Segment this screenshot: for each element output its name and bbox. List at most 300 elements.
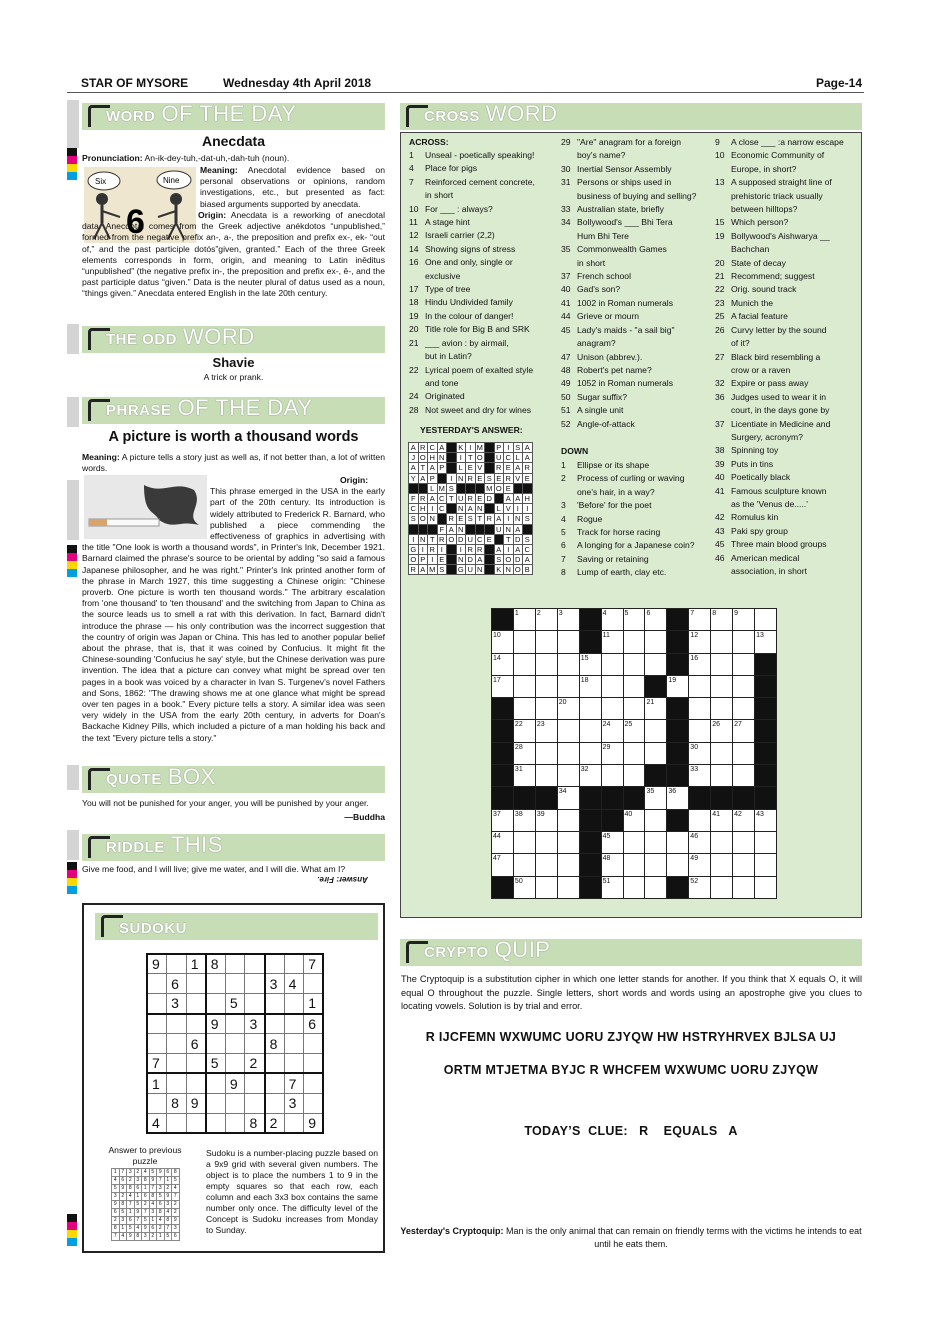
crossword-cell[interactable]	[711, 765, 733, 787]
crossword-cell[interactable]	[733, 675, 755, 697]
sudoku-cell[interactable]: 2	[245, 1053, 265, 1073]
crossword-cell[interactable]	[755, 831, 777, 853]
crossword-cell	[667, 876, 689, 898]
sudoku-cell[interactable]	[147, 1034, 167, 1054]
crossword-cell[interactable]	[623, 742, 645, 764]
solution-cell: 9	[127, 1233, 135, 1241]
sudoku-cell[interactable]	[225, 1034, 245, 1054]
crossword-cell[interactable]: 8	[711, 609, 733, 631]
crossword-cell[interactable]	[667, 831, 689, 853]
solution-cell: 7	[142, 1209, 150, 1217]
crossword-cell[interactable]: 18	[579, 675, 601, 697]
clue-item: 40 Poetically black	[715, 472, 791, 483]
solution-cell: 1	[149, 1217, 157, 1225]
crossword-cell[interactable]: 2	[535, 609, 557, 631]
crossword-cell[interactable]: 46	[689, 831, 711, 853]
crossword-cell[interactable]: 39	[535, 809, 557, 831]
crossword-cell[interactable]	[711, 876, 733, 898]
crossword-cell[interactable]	[755, 876, 777, 898]
crossword-cell[interactable]: 48	[601, 854, 623, 876]
crossword-cell[interactable]	[513, 675, 535, 697]
riddle-banner: RIDDLE THIS	[82, 834, 385, 861]
crossword-cell[interactable]: 15	[579, 653, 601, 675]
solution-cell: 7	[112, 1233, 120, 1241]
crossword-cell[interactable]: 44	[492, 831, 514, 853]
crossword-cell[interactable]	[579, 698, 601, 720]
sudoku-cell[interactable]: 1	[304, 994, 324, 1014]
crossword-cell[interactable]: 27	[733, 720, 755, 742]
answer-cell: O	[476, 453, 483, 463]
sudoku-cell[interactable]: 3	[284, 1093, 304, 1113]
crossword-cell[interactable]	[601, 698, 623, 720]
sudoku-cell[interactable]: 7	[284, 1073, 304, 1093]
previous-solution-grid	[111, 1168, 180, 1241]
crossword-cell[interactable]: 29	[601, 742, 623, 764]
clue-item: 28 Not sweet and dry for wines	[409, 404, 532, 415]
crossword-cell[interactable]: 47	[492, 854, 514, 876]
crossword-cell	[667, 609, 689, 631]
solution-cell: 6	[164, 1169, 172, 1177]
sudoku-cell[interactable]	[206, 1034, 226, 1054]
answer-cell	[485, 524, 495, 534]
crossword-cell[interactable]: 28	[513, 742, 535, 764]
crossword-cell[interactable]: 9	[733, 609, 755, 631]
crossword-cell	[579, 787, 601, 809]
sudoku-cell[interactable]	[206, 1073, 226, 1093]
sudoku-cell[interactable]	[284, 1034, 304, 1054]
crossword-cell	[492, 876, 514, 898]
sudoku-cell[interactable]: 9	[186, 1093, 206, 1113]
answer-cell	[437, 473, 447, 483]
clue-item: boy's name?	[577, 150, 626, 161]
crossword-cell[interactable]	[535, 765, 557, 787]
crossword-cell[interactable]: 45	[601, 831, 623, 853]
crossword-cell[interactable]	[645, 720, 667, 742]
clue-item: 16 One and only, single or	[409, 257, 513, 268]
crossword-cell[interactable]	[733, 631, 755, 653]
clue-item: and tone	[425, 377, 459, 388]
answer-cell: D	[456, 534, 466, 544]
sudoku-cell[interactable]: 1	[147, 1073, 167, 1093]
crossword-cell[interactable]: 33	[689, 765, 711, 787]
crossword-cell	[492, 742, 514, 764]
sudoku-cell[interactable]	[225, 1113, 245, 1133]
sudoku-cell[interactable]: 4	[284, 974, 304, 994]
sudoku-cell[interactable]	[265, 1053, 285, 1073]
crossword-cell[interactable]	[623, 675, 645, 697]
answer-cell: V	[504, 504, 514, 514]
sudoku-cell[interactable]: 5	[206, 1053, 226, 1073]
crossword-cell[interactable]: 38	[513, 809, 535, 831]
answer-cell: I	[466, 443, 476, 453]
crossword-cell[interactable]	[557, 742, 579, 764]
crossword-cell[interactable]: 11	[601, 631, 623, 653]
crossword-cell[interactable]: 1	[513, 609, 535, 631]
solution-cell: 3	[134, 1177, 142, 1185]
crossword-cell[interactable]	[733, 653, 755, 675]
crossword-cell[interactable]	[711, 698, 733, 720]
sudoku-cell[interactable]	[167, 1034, 187, 1054]
answer-cell: S	[513, 443, 523, 453]
sudoku-cell[interactable]	[245, 1093, 265, 1113]
sudoku-cell[interactable]	[167, 1053, 187, 1073]
sudoku-cell[interactable]: 4	[147, 1113, 167, 1133]
crossword-cell[interactable]: 23	[535, 720, 557, 742]
crossword-cell[interactable]	[513, 631, 535, 653]
solution-cell: 5	[149, 1169, 157, 1177]
answer-cell: A	[513, 544, 523, 554]
sudoku-cell[interactable]: 3	[245, 1014, 265, 1034]
crossword-cell[interactable]	[579, 720, 601, 742]
crossword-cell[interactable]: 31	[513, 765, 535, 787]
crossword-cell[interactable]	[601, 765, 623, 787]
crossword-cell[interactable]	[623, 876, 645, 898]
solution-cell: 6	[172, 1233, 180, 1241]
crossword-cell[interactable]	[535, 854, 557, 876]
sudoku-cell[interactable]	[186, 1053, 206, 1073]
answer-cell	[485, 443, 495, 453]
clue-item: 19 Bollywood's Aishwarya __	[715, 230, 830, 241]
crossword-cell[interactable]: 12	[689, 631, 711, 653]
yesterday-answer-grid	[408, 442, 533, 575]
crossword-cell[interactable]	[733, 742, 755, 764]
sudoku-cell[interactable]	[284, 1014, 304, 1034]
crossword-cell[interactable]	[645, 631, 667, 653]
crossword-cell[interactable]: 37	[492, 809, 514, 831]
sudoku-cell[interactable]: 6	[186, 1034, 206, 1054]
clue-item: as the 'Venus de.....'	[731, 498, 808, 509]
crossword-cell[interactable]	[557, 809, 579, 831]
sudoku-cell[interactable]	[245, 994, 265, 1014]
answer-cell: R	[523, 463, 533, 473]
answer-cell: R	[409, 565, 419, 575]
clue-item: 52 Angle-of-attack	[561, 418, 635, 429]
crossword-cell[interactable]: 10	[492, 631, 514, 653]
crossword-cell[interactable]: 7	[689, 609, 711, 631]
crossword-cell[interactable]	[623, 698, 645, 720]
crossword-cell[interactable]: 42	[733, 809, 755, 831]
crossword-cell	[645, 765, 667, 787]
crossword-cell[interactable]	[689, 809, 711, 831]
crossword-cell[interactable]	[623, 831, 645, 853]
crossword-cell[interactable]	[513, 854, 535, 876]
sudoku-cell[interactable]: 6	[167, 974, 187, 994]
crossword-cell[interactable]	[645, 653, 667, 675]
crossword-cell[interactable]	[579, 742, 601, 764]
sudoku-cell[interactable]	[186, 994, 206, 1014]
crossword-cell[interactable]	[711, 631, 733, 653]
sudoku-cell[interactable]	[167, 1014, 187, 1034]
sudoku-cell[interactable]	[186, 1113, 206, 1133]
sudoku-cell[interactable]	[245, 974, 265, 994]
crossword-cell[interactable]: 25	[623, 720, 645, 742]
crossword-cell[interactable]: 35	[645, 787, 667, 809]
crossword-cell[interactable]: 43	[755, 809, 777, 831]
answer-cell: I	[504, 514, 514, 524]
crossword-cell[interactable]	[623, 854, 645, 876]
crossword-cell[interactable]	[557, 854, 579, 876]
sudoku-cell[interactable]	[265, 1093, 285, 1113]
crossword-cell[interactable]	[513, 831, 535, 853]
sudoku-cell[interactable]	[167, 954, 187, 974]
sudoku-cell[interactable]	[147, 994, 167, 1014]
sudoku-cell[interactable]	[167, 1073, 187, 1093]
cryptoquip-banner: CRYPTO QUIP	[400, 939, 862, 966]
crossword-cell[interactable]	[557, 631, 579, 653]
crossword-grid[interactable]	[491, 608, 777, 899]
crossword-cell	[755, 765, 777, 787]
crossword-cell[interactable]: 51	[601, 876, 623, 898]
sudoku-cell[interactable]: 3	[265, 974, 285, 994]
sudoku-cell[interactable]	[245, 1034, 265, 1054]
solution-cell: 7	[127, 1201, 135, 1209]
crossword-cell[interactable]	[689, 720, 711, 742]
crossword-cell[interactable]: 3	[557, 609, 579, 631]
answer-cell: E	[485, 534, 495, 544]
sudoku-cell[interactable]	[265, 954, 285, 974]
crossword-cell	[513, 787, 535, 809]
clue-item: 43 Paki spy group	[715, 525, 788, 536]
crossword-cell[interactable]: 36	[667, 787, 689, 809]
crossword-cell[interactable]	[645, 876, 667, 898]
clue-item: 13 A supposed straight line of	[715, 177, 832, 188]
crossword-cell[interactable]	[733, 698, 755, 720]
crossword-cell[interactable]	[557, 831, 579, 853]
crossword-cell[interactable]	[535, 831, 557, 853]
solution-cell: 8	[127, 1185, 135, 1193]
crossword-cell[interactable]	[557, 720, 579, 742]
crossword-cell	[667, 653, 689, 675]
sudoku-cell[interactable]	[284, 1113, 304, 1133]
crossword-cell[interactable]	[623, 653, 645, 675]
crossword-cell[interactable]	[535, 876, 557, 898]
answer-cell: C	[475, 534, 485, 544]
crossword-cell[interactable]: 17	[492, 675, 514, 697]
solution-cell: 9	[142, 1225, 150, 1233]
sudoku-cell[interactable]: 7	[147, 1053, 167, 1073]
crossword-cell[interactable]: 41	[711, 809, 733, 831]
crossword-cell[interactable]	[733, 765, 755, 787]
crossword-cell[interactable]: 16	[689, 653, 711, 675]
sudoku-cell[interactable]: 2	[265, 1113, 285, 1133]
crossword-cell[interactable]	[689, 698, 711, 720]
crossword-cell[interactable]	[557, 653, 579, 675]
sudoku-cell[interactable]: 5	[225, 994, 245, 1014]
crossword-cell[interactable]	[535, 675, 557, 697]
crossword-cell[interactable]	[645, 854, 667, 876]
sudoku-cell[interactable]	[304, 1034, 324, 1054]
sudoku-cell[interactable]: 6	[304, 1014, 324, 1034]
sudoku-cell[interactable]	[147, 974, 167, 994]
answer-cell: D	[466, 555, 476, 565]
crossword-cell[interactable]	[535, 631, 557, 653]
crossword-cell[interactable]: 34	[557, 787, 579, 809]
answer-cell: L	[513, 453, 523, 463]
sudoku-cell[interactable]	[147, 1014, 167, 1034]
sudoku-cell[interactable]: 8	[245, 1113, 265, 1133]
crossword-cell[interactable]	[711, 854, 733, 876]
sudoku-cell[interactable]	[225, 954, 245, 974]
solution-cell: 4	[134, 1225, 142, 1233]
solution-cell: 5	[127, 1225, 135, 1233]
crossword-cell[interactable]	[733, 854, 755, 876]
sudoku-cell[interactable]	[206, 974, 226, 994]
answer-cell: R	[466, 493, 476, 503]
solution-cell: 8	[112, 1225, 120, 1233]
crossword-cell[interactable]: 26	[711, 720, 733, 742]
crossword-cell[interactable]	[667, 854, 689, 876]
solution-cell: 4	[149, 1201, 157, 1209]
crossword-cell[interactable]: 21	[645, 698, 667, 720]
sudoku-cell[interactable]: 7	[304, 954, 324, 974]
sudoku-cell[interactable]	[284, 1053, 304, 1073]
answer-cell: K	[456, 443, 466, 453]
solution-cell: 2	[127, 1177, 135, 1185]
answer-cell: C	[437, 493, 447, 503]
answer-cell: P	[437, 463, 447, 473]
crossword-cell[interactable]: 6	[645, 609, 667, 631]
crossword-cell[interactable]: 20	[557, 698, 579, 720]
clue-item: business of buying and selling?	[577, 190, 697, 201]
sudoku-cell[interactable]	[284, 954, 304, 974]
sudoku-cell[interactable]	[186, 1073, 206, 1093]
sudoku-cell[interactable]	[225, 974, 245, 994]
answer-cell: Y	[409, 473, 419, 483]
riddle-answer: Answer: Fire.	[317, 875, 368, 884]
sudoku-cell[interactable]: 9	[225, 1073, 245, 1093]
crossword-cell	[667, 809, 689, 831]
sudoku-cell[interactable]	[167, 1113, 187, 1133]
sudoku-cell[interactable]: 8	[206, 954, 226, 974]
answer-cell: A	[409, 463, 419, 473]
crossword-cell[interactable]	[755, 609, 777, 631]
crossword-cell[interactable]: 30	[689, 742, 711, 764]
sudoku-cell[interactable]	[186, 974, 206, 994]
sudoku-cell[interactable]	[304, 974, 324, 994]
clue-item: association, in short	[731, 566, 807, 576]
solution-cell: 5	[172, 1177, 180, 1185]
answer-cell: A	[418, 473, 428, 483]
crossword-cell[interactable]	[557, 765, 579, 787]
crossword-cell[interactable]: 22	[513, 720, 535, 742]
sudoku-cell[interactable]	[147, 1093, 167, 1113]
crossword-cell[interactable]	[535, 698, 557, 720]
sudoku-cell[interactable]: 8	[265, 1034, 285, 1054]
crossword-cell[interactable]	[733, 876, 755, 898]
sudoku-cell[interactable]: 1	[186, 954, 206, 974]
clue-item: 27 Black bird resembling a	[715, 351, 821, 362]
sudoku-cell[interactable]	[245, 1073, 265, 1093]
sudoku-cell[interactable]	[284, 994, 304, 1014]
sudoku-cell[interactable]	[206, 1113, 226, 1133]
crossword-cell[interactable]	[711, 831, 733, 853]
crossword-cell[interactable]	[601, 653, 623, 675]
margin-strip	[67, 830, 79, 860]
crossword-cell[interactable]	[689, 675, 711, 697]
sudoku-cell[interactable]: 9	[304, 1113, 324, 1133]
crossword-cell[interactable]: 5	[623, 609, 645, 631]
crossword-cell[interactable]: 50	[513, 876, 535, 898]
clue-item: in short	[577, 257, 606, 268]
crossword-cell[interactable]	[535, 653, 557, 675]
answer-cell: P	[428, 473, 438, 483]
sudoku-cell[interactable]	[265, 1073, 285, 1093]
solution-cell: 3	[164, 1201, 172, 1209]
page-number: Page-14	[815, 76, 862, 90]
sudoku-cell[interactable]	[304, 1093, 324, 1113]
crossword-cell	[579, 809, 601, 831]
clue-item: 38 Spinning toy	[715, 445, 779, 456]
word-meaning: Meaning: Anecdotal evidence based on personal observations or opinions, random investigations, etc., but presented as fact: biased arguments supported by anecdata.	[200, 165, 385, 209]
crossword-cell[interactable]: 49	[689, 854, 711, 876]
crossword-cell[interactable]	[623, 631, 645, 653]
crossword-cell[interactable]	[513, 698, 535, 720]
crossword-cell[interactable]: 32	[579, 765, 601, 787]
crossword-cell[interactable]	[711, 675, 733, 697]
sudoku-cell[interactable]: 9	[147, 954, 167, 974]
crossword-cell[interactable]	[755, 854, 777, 876]
crossword-cell[interactable]	[645, 831, 667, 853]
sudoku-cell[interactable]	[304, 1053, 324, 1073]
sudoku-cell[interactable]: 3	[167, 994, 187, 1014]
sudoku-cell[interactable]	[206, 1093, 226, 1113]
sudoku-grid[interactable]	[146, 953, 324, 1134]
sudoku-cell[interactable]	[265, 994, 285, 1014]
crossword-cell[interactable]	[733, 831, 755, 853]
crossword-cell[interactable]: 19	[667, 675, 689, 697]
crossword-cell[interactable]	[513, 653, 535, 675]
crossword-cell[interactable]	[711, 742, 733, 764]
crossword-cell[interactable]	[535, 742, 557, 764]
sudoku-cell[interactable]	[245, 954, 265, 974]
crossword-cell[interactable]: 52	[689, 876, 711, 898]
answer-cell: R	[428, 544, 438, 554]
answer-cell: J	[409, 453, 419, 463]
solution-cell: 2	[172, 1209, 180, 1217]
across-clues-col2	[561, 136, 711, 431]
clue-item: 4 Place for pigs	[409, 163, 478, 174]
crossword-cell[interactable]: 14	[492, 653, 514, 675]
crossword-cell[interactable]	[711, 653, 733, 675]
sudoku-cell[interactable]	[225, 1053, 245, 1073]
crossword-cell[interactable]: 24	[601, 720, 623, 742]
sudoku-cell[interactable]: 9	[206, 1014, 226, 1034]
sudoku-cell[interactable]: 8	[167, 1093, 187, 1113]
crossword-cell[interactable]	[601, 675, 623, 697]
solution-cell: 4	[157, 1217, 165, 1225]
crossword-cell[interactable]	[623, 765, 645, 787]
sudoku-cell[interactable]	[225, 1014, 245, 1034]
clue-item: 29 "Are" anagram for a foreign	[561, 137, 682, 147]
crossword-cell[interactable]: 4	[601, 609, 623, 631]
crossword-cell[interactable]: 13	[755, 631, 777, 653]
answer-cell: I	[456, 544, 466, 554]
answer-cell: N	[456, 473, 466, 483]
crossword-cell[interactable]	[557, 876, 579, 898]
answer-cell: M	[429, 565, 436, 575]
sudoku-cell[interactable]	[304, 1073, 324, 1093]
crossword-cell[interactable]	[557, 675, 579, 697]
crossword-cell[interactable]: 40	[623, 809, 645, 831]
answer-cell: R	[447, 514, 457, 524]
sudoku-cell[interactable]	[225, 1093, 245, 1113]
sudoku-cell[interactable]	[206, 994, 226, 1014]
sudoku-cell[interactable]	[186, 1014, 206, 1034]
sudoku-cell[interactable]	[265, 1014, 285, 1034]
clue-item: but in Latin?	[425, 351, 472, 362]
crossword-cell[interactable]	[645, 742, 667, 764]
crossword-cell[interactable]	[645, 809, 667, 831]
